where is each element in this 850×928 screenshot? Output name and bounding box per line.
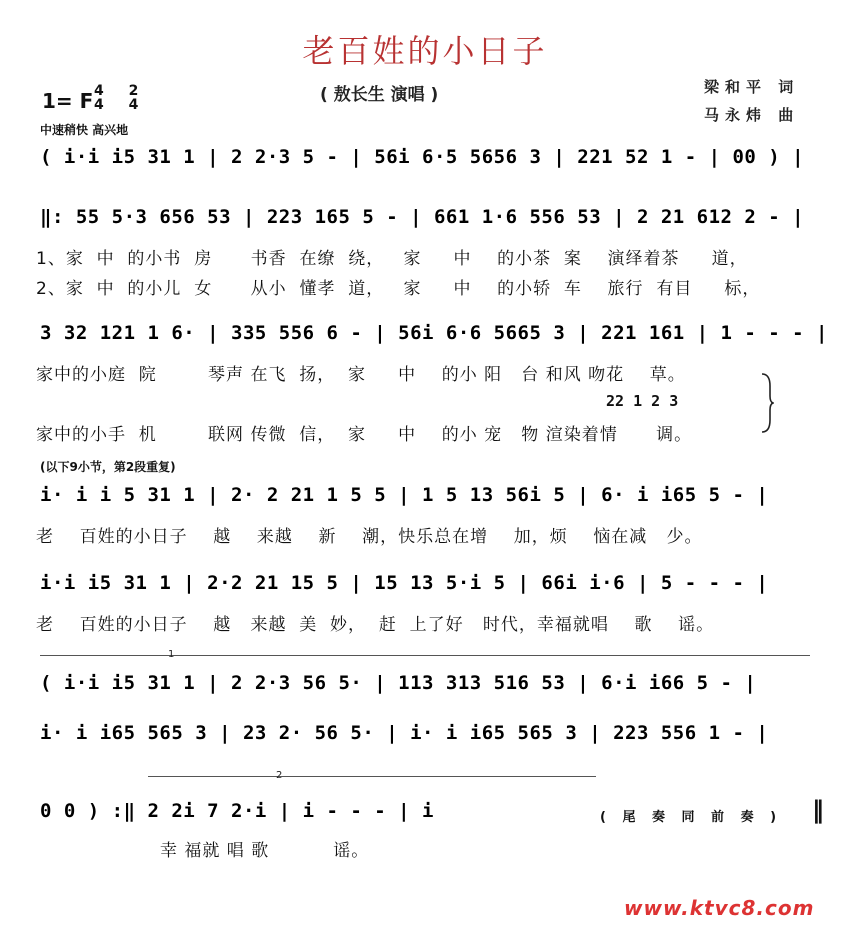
repeat-note: (以下9小节，第2段重复) bbox=[40, 460, 176, 474]
lyric-line-3b: 家中的小手 机 联网 传微 信， 家 中 的小 宠 物 渲染着情 调。 bbox=[36, 425, 693, 445]
lyric-line-3a: 家中的小庭 院 琴声 在飞 扬， 家 中 的小 阳 台 和风 吻花 草。 bbox=[36, 365, 686, 385]
score-line-7: i· i i65 565 3 | 23 2· 56 5· | i· i i65 565 3 | 223 556 1 - | bbox=[40, 722, 769, 744]
outro-note: ( 尾 奏 同 前 奏 ) bbox=[600, 810, 783, 825]
score-line-3: 3 32 121 1 6· | 335 556 6 - | 56i 6·6 5665 3 | 221 161 | 1 - - - | bbox=[40, 322, 828, 344]
score-line-4: i· i i 5 31 1 | 2· 2 21 1 5 5 | 1 5 13 56i 5 | 6· i i65 5 - | bbox=[40, 484, 769, 506]
lyricist-credit: 梁和平 词 bbox=[704, 78, 800, 96]
volta-1-number: 1 bbox=[168, 649, 175, 660]
volta-1-line bbox=[40, 655, 810, 656]
end-barline: ‖ bbox=[812, 796, 824, 824]
alternate-notes: 22 1 2 3 bbox=[606, 392, 679, 410]
composer-credit: 马永炜 曲 bbox=[704, 106, 800, 124]
verse-brace bbox=[760, 372, 774, 434]
score-line-6: ( i·i i5 31 1 | 2 2·3 56 5· | 113 313 516 53 | 6·i i66 5 - | bbox=[40, 672, 757, 694]
lyric-line-2b: 2、家 中 的小儿 女 从小 懂孝 道， 家 中 的小轿 车 旅行 有目 标， bbox=[36, 279, 761, 299]
key-signature: 1= F bbox=[42, 89, 94, 113]
lyric-line-5: 老 百姓的小日子 越 来越 美 妙， 赶 上了好 时代，幸福就唱 歌 谣。 bbox=[36, 615, 715, 635]
lyric-line-8: 幸 福就 唱 歌 谣。 bbox=[160, 841, 370, 861]
lyric-line-2a: 1、家 中 的小书 房 书香 在缭 绕， 家 中 的小茶 案 演绎着茶 道， bbox=[36, 249, 748, 269]
volta-2-line bbox=[148, 776, 596, 777]
site-watermark: www.ktvc8.com bbox=[624, 896, 815, 920]
score-line-2: ‖: 55 5·3 656 53 | 223 165 5 - | 661 1·6 556 53 | 2 21 612 2 - | bbox=[40, 206, 805, 228]
score-line-5: i·i i5 31 1 | 2·2 21 15 5 | 15 13 5·i 5 | 66i i·6 | 5 - - - | bbox=[40, 572, 769, 594]
score-line-8: 0 0 ) :‖ 2 2i 7 2·i | i - - - | i bbox=[40, 800, 434, 822]
song-title: 老百姓的小日子 bbox=[302, 32, 548, 70]
time-signature bbox=[94, 84, 148, 112]
volta-2-number: 2 bbox=[276, 770, 283, 781]
lyric-line-4: 老 百姓的小日子 越 来越 新 潮，快乐总在增 加，烦 恼在减 少。 bbox=[36, 527, 703, 547]
meter-top: 4 2 bbox=[94, 83, 149, 99]
tempo-marking: 中速稍快 高兴地 bbox=[40, 123, 129, 137]
score-line-1: ( i·i i5 31 1 | 2 2·3 5 - | 56i 6·5 5656 3 | 221 52 1 - | 00 ) | bbox=[40, 146, 805, 168]
meter-bottom: 4 4 bbox=[94, 97, 149, 113]
singer-credit: ( 敖长生 演唱 ) bbox=[320, 85, 439, 105]
